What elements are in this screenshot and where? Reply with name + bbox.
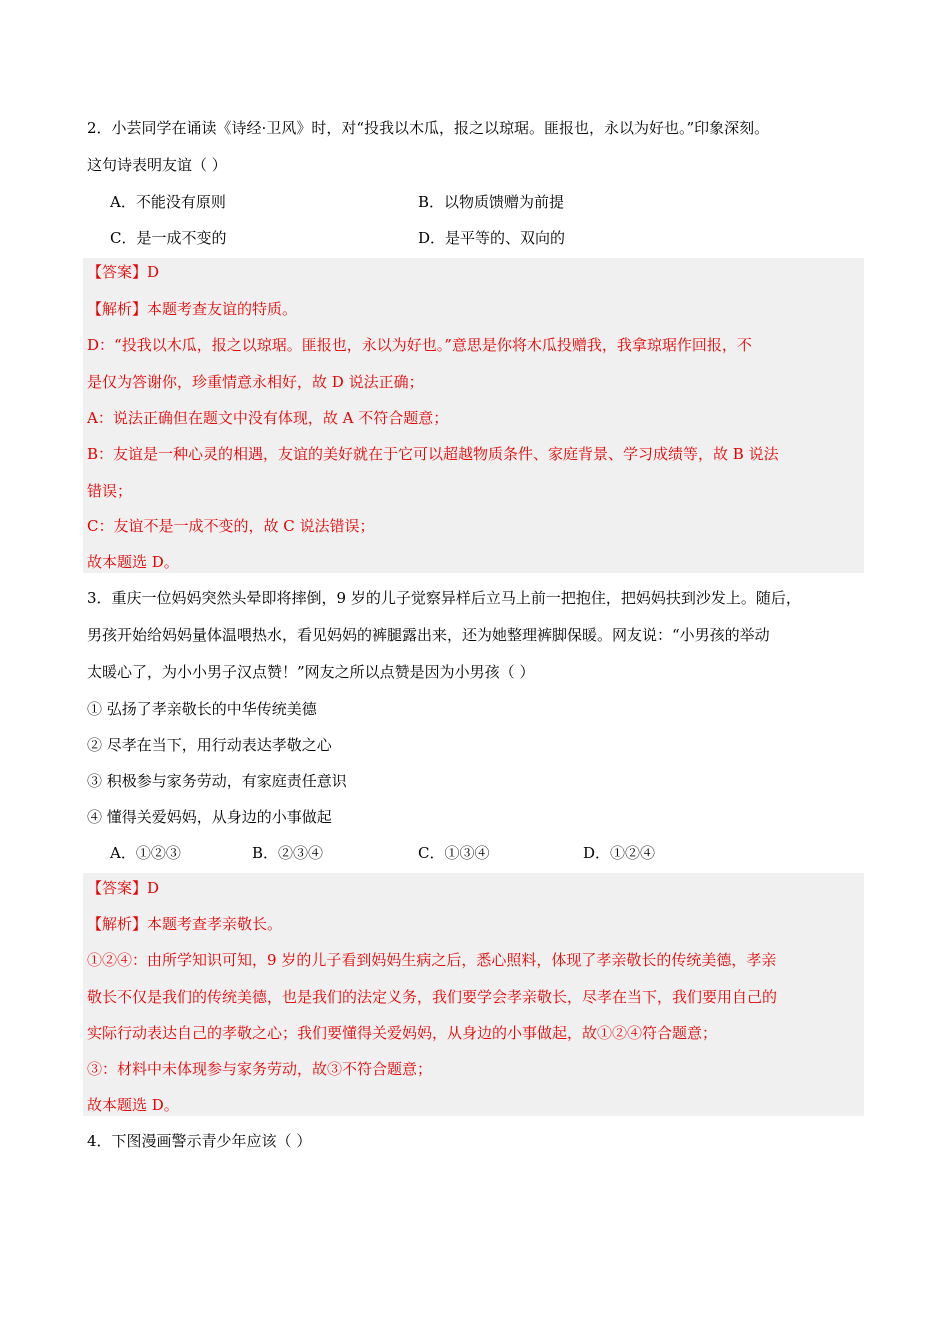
q2-option-d: D．是平等的、双向的 (418, 229, 566, 247)
q3-statement-4: ④ 懂得关爱妈妈，从身边的小事做起 (87, 808, 332, 826)
q3-answer: 【答案】D (87, 879, 160, 897)
q2-analysis-line: C：友谊不是一成不变的，故 C 说法错误； (87, 517, 375, 535)
q3-analysis-title: 【解析】本题考查孝亲敬长。 (87, 915, 283, 933)
q2-analysis-line: 是仅为答谢你，珍重情意永相好，故 D 说法正确； (87, 373, 424, 391)
q3-statement-1: ① 弘扬了孝亲敬长的中华传统美德 (87, 700, 317, 718)
q3-statement-2: ② 尽孝在当下，用行动表达孝敬之心 (87, 736, 332, 754)
q2-answer: 【答案】D (87, 263, 160, 281)
q4-stem: 4．下图漫画警示青少年应该（ ） (87, 1132, 312, 1150)
q3-analysis-line: 实际行动表达自己的孝敬之心；我们要懂得关爱妈妈，从身边的小事做起，故①②④符合题意； (87, 1024, 718, 1042)
q3-option-c: C．①③④ (418, 844, 490, 862)
q2-analysis-line: 错误； (87, 482, 133, 500)
q3-analysis-line: ①②④：由所学知识可知，9 岁的儿子看到妈妈生病之后，悉心照料，体现了孝亲敬长的传统美德，孝亲 (87, 951, 777, 969)
q3-analysis-line: 敬长不仅是我们的传统美德，也是我们的法定义务，我们要学会孝亲敬长，尽孝在当下，我们要用自己的 (87, 988, 778, 1006)
q2-stem-line1: 2．小芸同学在诵读《诗经·卫风》时，对“投我以木瓜，报之以琼琚。匪报也，永以为好也。”印象深刻。 (87, 119, 770, 137)
q2-option-a: A．不能没有原则 (110, 193, 226, 211)
q3-option-a: A．①②③ (110, 844, 181, 862)
q2-analysis-line: 故本题选 D。 (87, 553, 179, 571)
q3-stem-line: 3．重庆一位妈妈突然头晕即将摔倒，9 岁的儿子觉察异样后立马上前一把抱住，把妈妈扶到沙发上。随后， (87, 589, 801, 607)
q2-option-c: C．是一成不变的 (110, 229, 227, 247)
q3-analysis-line: ③：材料中未体现参与家务劳动，故③不符合题意； (87, 1060, 433, 1078)
q2-analysis-line: A：说法正确但在题文中没有体现，故 A 不符合题意； (87, 409, 449, 427)
q2-stem-line2: 这句诗表明友谊（ ） (87, 156, 227, 174)
q2-analysis-title: 【解析】本题考查友谊的特质。 (87, 300, 298, 318)
q2-analysis-line: B：友谊是一种心灵的相遇，友谊的美好就在于它可以超越物质条件、家庭背景、学习成绩等，故 B 说法 (87, 445, 779, 463)
q3-option-b: B．②③④ (252, 844, 324, 862)
q3-statement-3: ③ 积极参与家务劳动，有家庭责任意识 (87, 772, 347, 790)
q2-option-b: B．以物质馈赠为前提 (418, 193, 565, 211)
q3-analysis-line: 故本题选 D。 (87, 1096, 179, 1114)
q2-analysis-line: D：“投我以木瓜，报之以琼琚。匪报也，永以为好也。”意思是你将木瓜投赠我，我拿琼琚作回报，不 (87, 336, 752, 354)
q3-option-d: D．①②④ (583, 844, 656, 862)
q3-stem-line: 太暖心了，为小小男子汉点赞！”网友之所以点赞是因为小男孩（ ） (87, 663, 535, 681)
q3-stem-line: 男孩开始给妈妈量体温喂热水，看见妈妈的裤腿露出来，还为她整理裤脚保暖。网友说：“小男孩的举动 (87, 626, 770, 644)
